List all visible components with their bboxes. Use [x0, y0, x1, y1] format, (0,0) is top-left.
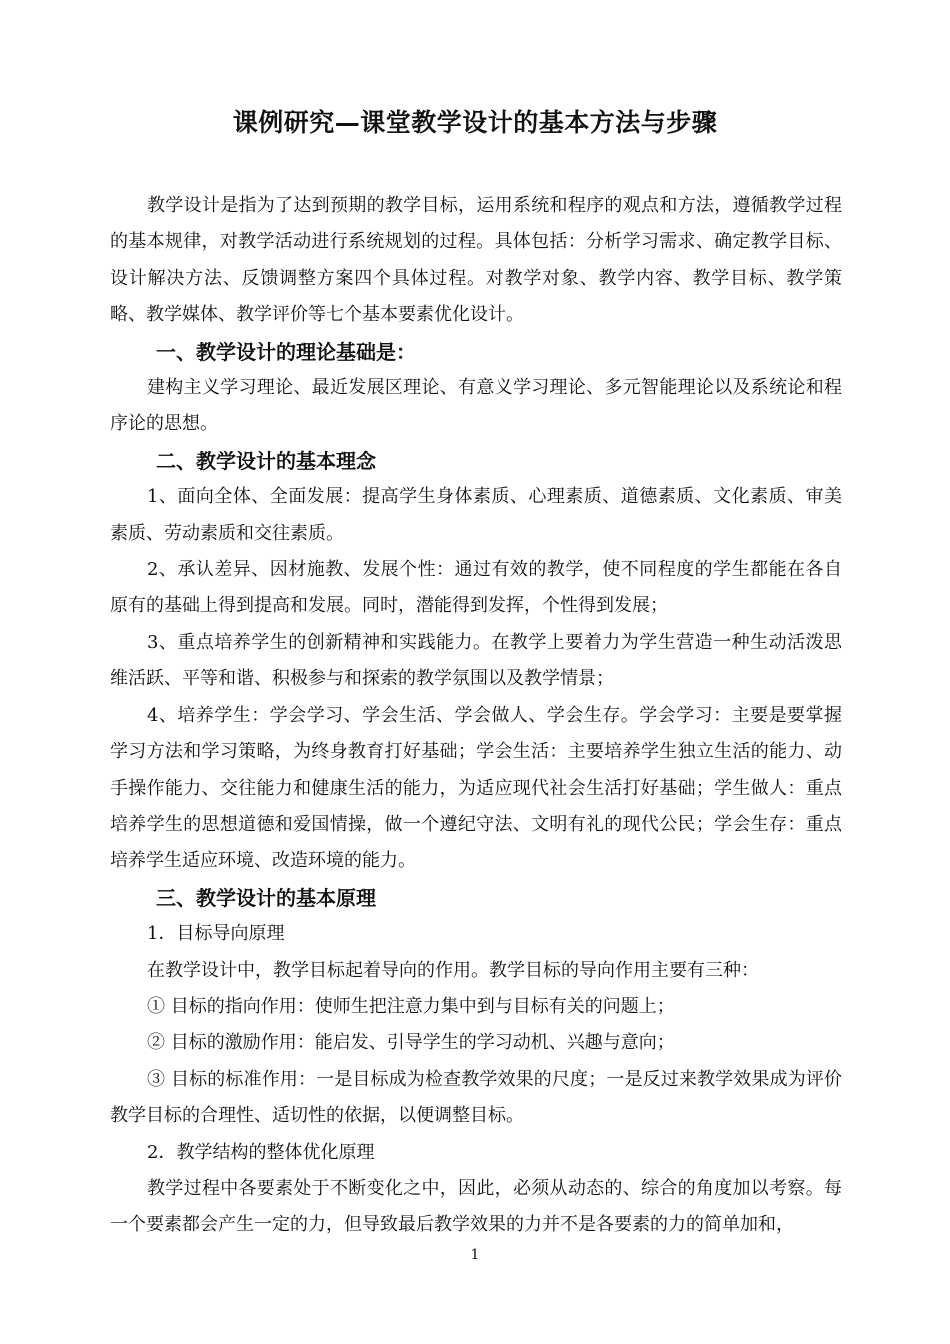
section3-list-item: ③ 目标的标准作用：一是目标成为检查教学效果的尺度；一是反过来教学效果成为评价教学目标的合理性、适切性的依据，以便调整目标。 [110, 1068, 842, 1127]
section3-list-item: ① 目标的指向作用：使师生把注意力集中到与目标有关的问题上； [147, 995, 675, 1017]
section2-heading: 二、教学设计的基本理念 [156, 448, 376, 473]
section1-paragraph: 建构主义学习理论、最近发展区理论、有意义学习理论、多元智能理论以及系统论和程序论的思想。 [110, 377, 842, 435]
section1-heading: 一、教学设计的理论基础是： [156, 339, 416, 364]
section3-list-item: ② 目标的激励作用：能启发、引导学生的学习动机、兴趣与意向； [147, 1032, 675, 1054]
intro-paragraph: 教学设计是指为了达到预期的教学目标，运用系统和程序的观点和方法，遵循教学过程的基本规律，对教学活动进行系统规划的过程。具体包括：分析学习需求、确定教学目标、设计解决方法、反馈调整方案四个具体过程。对教学对象、教学内容、教学目标、教学策略、教学媒体、教学评价等七个基本要素优化设计。 [110, 195, 842, 326]
section2-item: 1、面向全体、全面发展：提高学生身体素质、心理素质、道德素质、文化素质、审美素质、劳动素质和交往素质。 [110, 486, 842, 544]
section3-heading: 三、教学设计的基本原理 [156, 885, 376, 910]
section2-item: 4、培养学生：学会学习、学会生活、学会做人、学会生存。学会学习：主要是要掌握学习方法和学习策略，为终身教育打好基础；学会生活：主要培养学生独立生活的能力、动手操作能力、交往能力和健康生活的能力，为适应现代社会生活打好基础；学生做人：重点培养学生的思想道德和爱国情操，做一个遵纪守法、文明有礼的现代公民；学会生存：重点培养学生适应环境、改造环境的能力。 [110, 704, 842, 872]
section3-subheading: 1．目标导向原理 [147, 923, 285, 945]
section2-item: 2、承认差异、因材施教、发展个性：通过有效的教学，使不同程度的学生都能在各自原有的基础上得到提高和发展。同时，潜能得到发挥，个性得到发展； [110, 559, 842, 617]
section2-item: 3、重点培养学生的创新精神和实践能力。在教学上要着力为学生营造一种生动活泼思维活跃、平等和谐、积极参与和探索的教学氛围以及教学情景； [110, 631, 842, 690]
document-title: 课例研究—课堂教学设计的基本方法与步骤 [232, 108, 718, 137]
page-number: 1 [470, 1247, 480, 1263]
document-body [110, 188, 842, 1244]
section3-paragraph: 在教学设计中，教学目标起着导向的作用。教学目标的导向作用主要有三种： [147, 959, 759, 981]
section3-paragraph: 教学过程中各要素处于不断变化之中，因此，必须从动态的、综合的角度加以考察。每一个要素都会产生一定的力，但导致最后教学效果的力并不是各要素的力的简单加和， [110, 1177, 842, 1236]
section3-subheading: 2．教学结构的整体优化原理 [147, 1141, 375, 1163]
